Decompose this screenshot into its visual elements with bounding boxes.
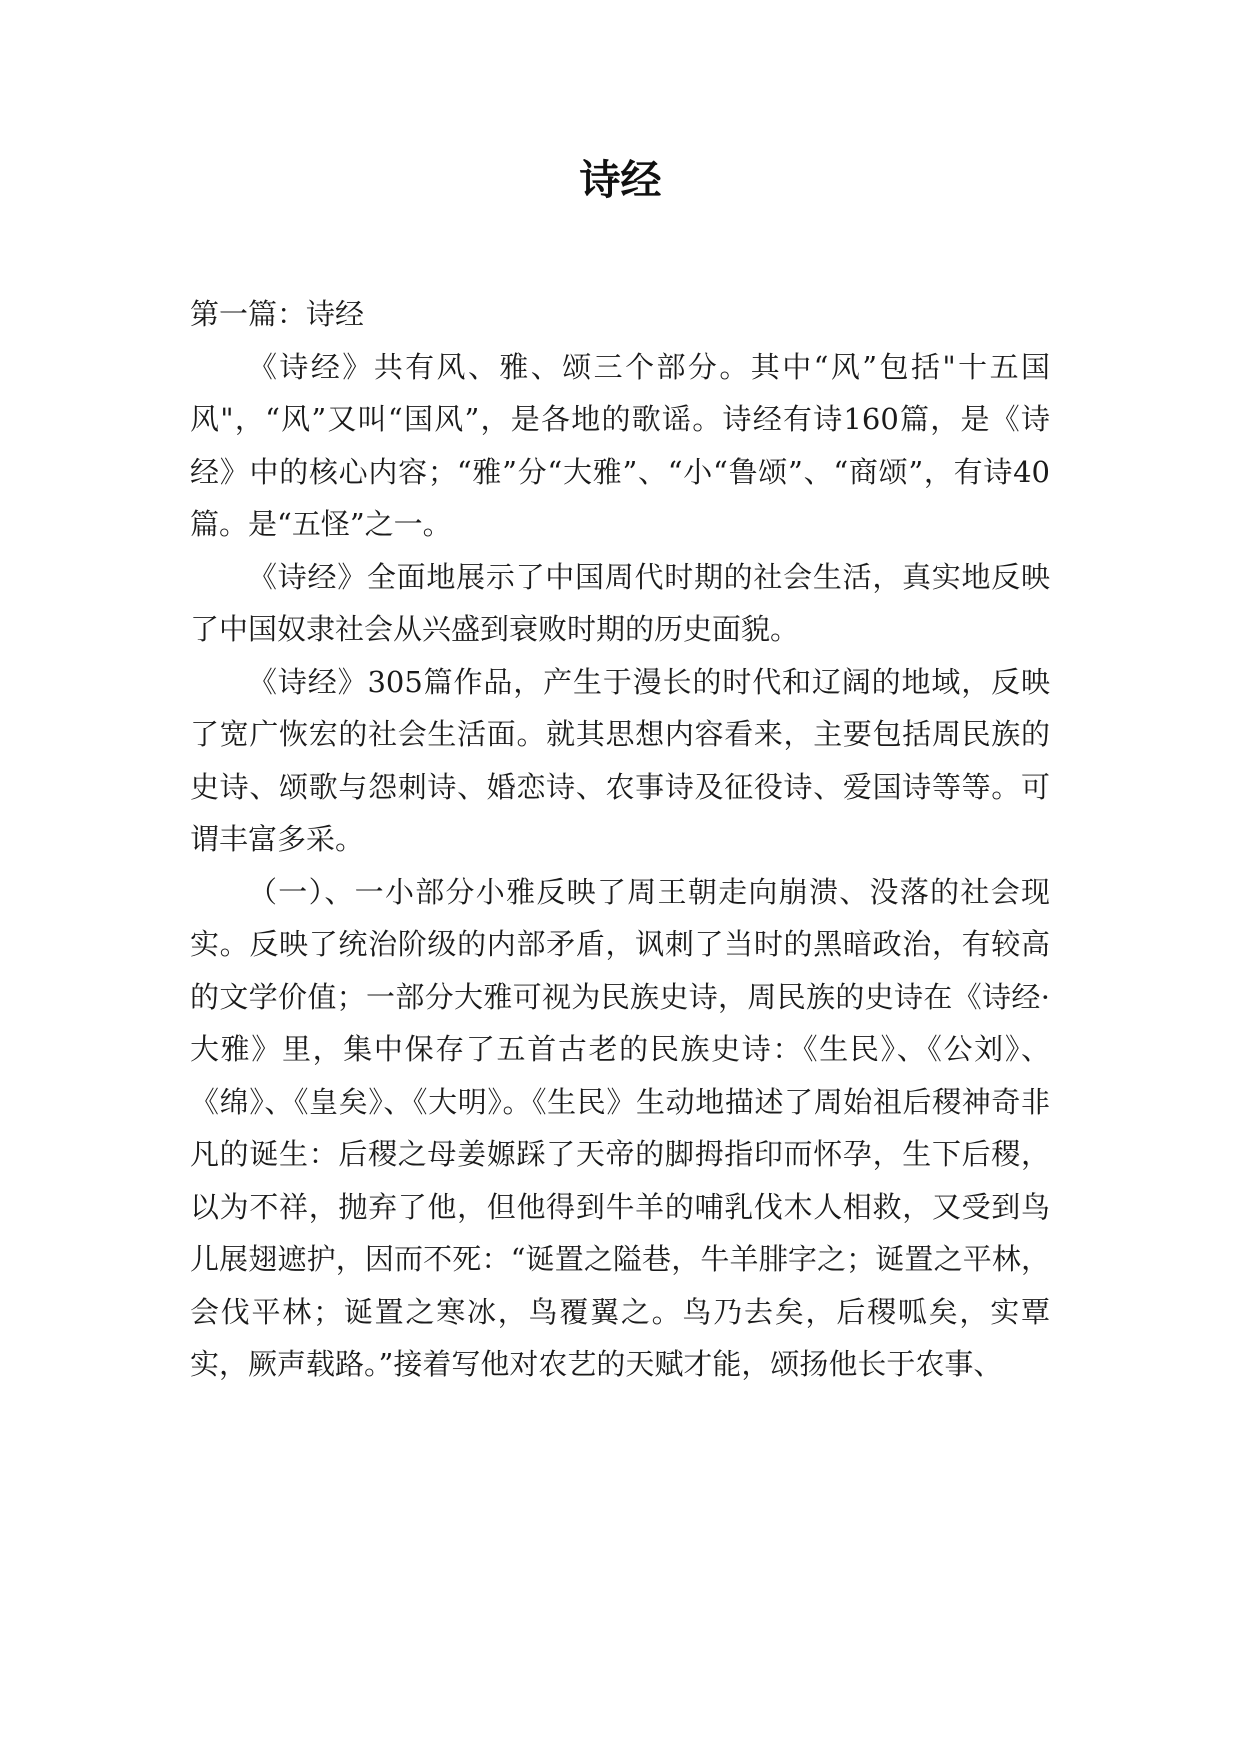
document-title: 诗经 — [579, 156, 662, 204]
paragraph-1: 《诗经》共有风、雅、颂三个部分。其中“风”包括"十五国风"，“风”又叫“国风”，是各地的歌谣。诗经有诗160篇，是《诗经》中的核心内容；“雅”分“大雅”、“小“鲁颂”、“商颂”，有诗40篇。是“五怪”之一。 — [190, 349, 1050, 541]
paragraph-3: 《诗经》305篇作品，产生于漫长的时代和辽阔的地域，反映了宽广恢宏的社会生活面。就其思想内容看来，主要包括周民族的史诗、颂歌与怨刺诗、婚恋诗、农事诗及征役诗、爱国诗等等。可谓丰富多采。 — [190, 664, 1050, 856]
paragraph-4: （一）、一小部分小雅反映了周王朝走向崩溃、没落的社会现实。反映了统治阶级的内部矛盾，讽刺了当时的黑暗政治，有较高的文学价值；一部分大雅可视为民族史诗，周民族的史诗在《诗经·大雅》里，集中保存了五首古老的民族史诗：《生民》、《公刘》、《绵》、《皇矣》、《大明》。《生民》生动地描述了周始祖后稷神奇非凡的诞生：后稷之母姜嫄踩了天帝的脚拇指印而怀孕，生下后稷，以为不祥，抛弃了他，但他得到牛羊的哺乳伐木人相救，又受到鸟儿展翅遮护，因而不死：“诞置之隘巷，牛羊腓字之；诞置之平林，会伐平林；诞置之寒冰，鸟覆翼之。鸟乃去矣，后稷呱矣，实覃实，厥声载路。”接着写他对农艺的天赋才能，颂扬他长于农事、 — [190, 874, 1050, 1381]
document-body — [190, 288, 1050, 1391]
paragraph-2: 《诗经》全面地展示了中国周代时期的社会生活，真实地反映了中国奴隶社会从兴盛到衰败时期的历史面貌。 — [190, 559, 1050, 646]
section-heading: 第一篇：诗经 — [190, 297, 365, 331]
